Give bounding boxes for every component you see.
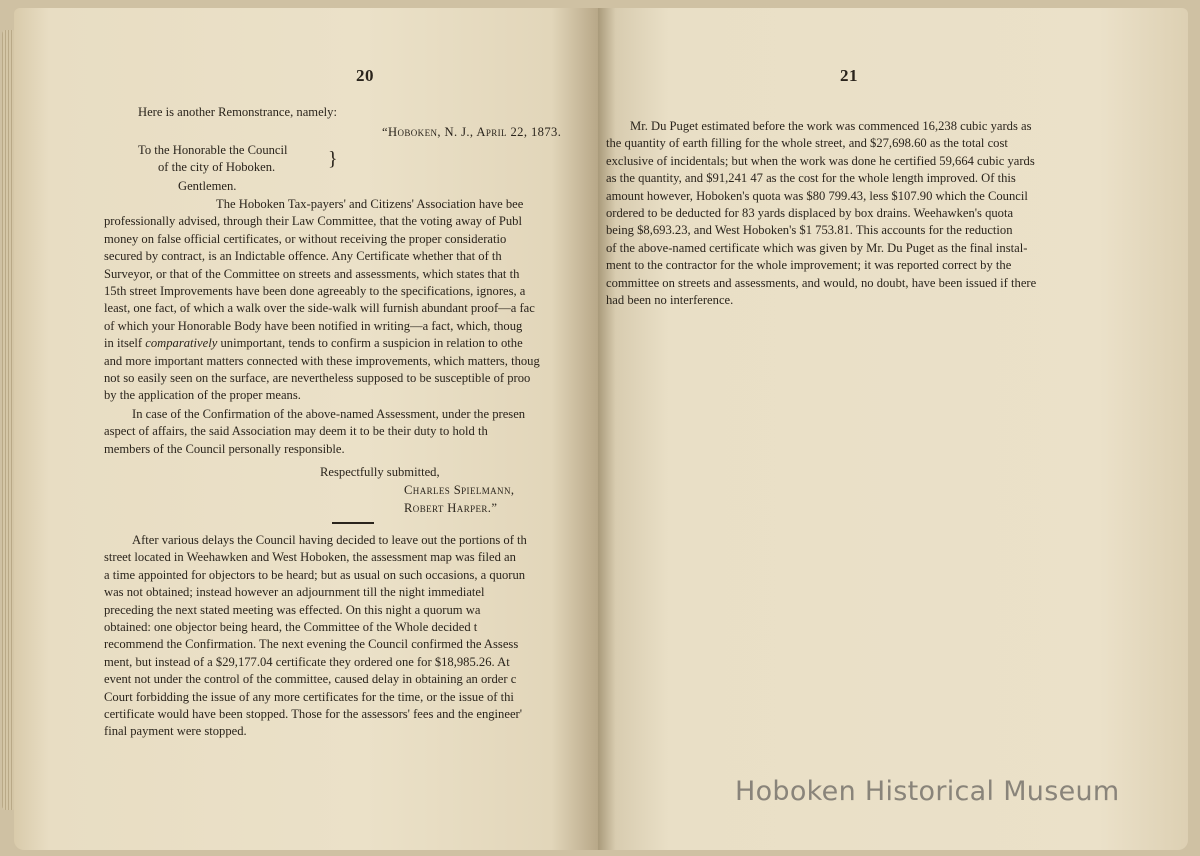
text-line: members of the Council personally responsible. bbox=[104, 441, 345, 456]
watermark: Hoboken Historical Museum bbox=[735, 776, 1120, 807]
text-line: certificate would have been stopped. Those for the assessors' fees and the engineer' bbox=[104, 706, 522, 721]
signatory-2: Robert Harper.” bbox=[404, 501, 498, 515]
dateline: “Hoboken, N. J., April 22, 1873. bbox=[382, 125, 562, 139]
intro-line: Here is another Remonstrance, namely: bbox=[138, 105, 337, 119]
text-line: preceding the next stated meeting was effected. On this night a quorum wa bbox=[104, 602, 481, 617]
paragraph-2 bbox=[104, 406, 598, 458]
text-line: final payment were stopped. bbox=[104, 724, 247, 739]
text-line: of which your Honorable Body have been notified in writing—a fact, which, thoug bbox=[104, 318, 523, 333]
text-line: ordered to be deducted for 83 yards displaced by box drains. Weehawken's quota bbox=[606, 205, 1014, 220]
text-line: 15th street Improvements have been done agreeably to the specifications, ignores, a bbox=[104, 283, 526, 298]
text-line: In case of the Confirmation of the above-named Assessment, under the presen bbox=[132, 407, 526, 421]
text-line: committee on streets and assessments, and would, no doubt, have been issued if there bbox=[606, 275, 1037, 290]
text-line: by the application of the proper means. bbox=[104, 388, 301, 403]
text-line: of the above-named certificate which was given by Mr. Du Puget as the final instal- bbox=[606, 240, 1028, 255]
text-line: and more important matters connected with these improvements, which matters, thoug bbox=[104, 353, 540, 368]
text-line: secured by contract, is an Indictable offence. Any Certificate whether that of th bbox=[104, 249, 502, 264]
text-line: ment to the contractor for the whole improvement; it was reported correct by the bbox=[606, 258, 1012, 273]
address-line: of the city of Hoboken. bbox=[158, 160, 276, 175]
text-line: After various delays the Council having decided to leave out the portions of th bbox=[132, 533, 527, 547]
text-line: professionally advised, through their Law Committee, that the voting away of Publ bbox=[104, 214, 522, 229]
text-line: street located in Weehawken and West Hoboken, the assessment map was filed an bbox=[104, 550, 516, 565]
text-line: money on false official certificates, or without receiving the proper consideratio bbox=[104, 231, 507, 246]
paragraph-right bbox=[606, 118, 1102, 309]
page-number-left: 20 bbox=[356, 66, 374, 85]
divider-rule bbox=[332, 522, 374, 524]
text-line: being $8,693.23, and West Hoboken's $1 753.81. This accounts for the reduction bbox=[606, 223, 1013, 238]
text-line: Mr. Du Puget estimated before the work was commenced 16,238 cubic yards as bbox=[630, 119, 1032, 133]
paragraph-3 bbox=[104, 532, 598, 741]
address-line: To the Honorable the Council bbox=[138, 143, 288, 157]
text-line: had been no interference. bbox=[606, 292, 734, 307]
text-line: obtained: one objector being heard, the Committee of the Whole decided t bbox=[104, 619, 478, 634]
text-line: not so easily seen on the surface, are nevertheless supposed to be susceptible of proo bbox=[104, 370, 531, 385]
brace-icon: } bbox=[328, 148, 338, 170]
text-line: amount however, Hoboken's quota was $80 799.43, less $107.90 which the Council bbox=[606, 188, 1028, 203]
text-line: was not obtained; instead however an adjournment till the night immediatel bbox=[104, 585, 485, 600]
text-line: recommend the Confirmation. The next evening the Council confirmed the Assess bbox=[104, 637, 519, 652]
right-page bbox=[598, 8, 1188, 850]
text-line: exclusive of incidentals; but when the work was done he certified 59,664 cubic yards bbox=[606, 153, 1035, 168]
text-line: Surveyor, or that of the Committee on streets and assessments, which states that th bbox=[104, 266, 520, 281]
salutation: Gentlemen. bbox=[178, 179, 237, 193]
left-page bbox=[14, 8, 598, 850]
text-line: a time appointed for objectors to be heard; but as usual on such occasions, a quorun bbox=[104, 567, 526, 582]
signatory-1: Charles Spielmann, bbox=[404, 483, 515, 497]
page-number-right: 21 bbox=[840, 66, 858, 85]
closing: Respectfully submitted, bbox=[320, 465, 440, 479]
text-line: Court forbidding the issue of any more certificates for the time, or the issue of thi bbox=[104, 689, 514, 704]
text-line: aspect of affairs, the said Association may deem it to be their duty to hold th bbox=[104, 424, 488, 439]
text-line: event not under the control of the committee, caused delay in obtaining an order c bbox=[104, 672, 517, 687]
text-line: ment, but instead of a $29,177.04 certificate they ordered one for $18,985.26. At bbox=[104, 654, 510, 669]
emphasis-word: comparatively bbox=[145, 336, 218, 351]
paragraph-1 bbox=[104, 196, 598, 405]
text-line: least, one fact, of which a walk over the side-walk will furnish abundant proof—a fac bbox=[104, 301, 535, 316]
text-line: in itself comparatively unimportant, tends to confirm a suspicion in relation to othe bbox=[104, 336, 523, 351]
address-block bbox=[138, 142, 288, 177]
text-line: as the quantity, and $91,241 47 as the cost for the whole length improved. Of this bbox=[606, 171, 1016, 186]
text-line: The Hoboken Tax-payers' and Citizens' Association have bee bbox=[216, 197, 524, 211]
text-line: the quantity of earth filling for the whole street, and $27,698.60 as the total cost bbox=[606, 136, 1008, 151]
